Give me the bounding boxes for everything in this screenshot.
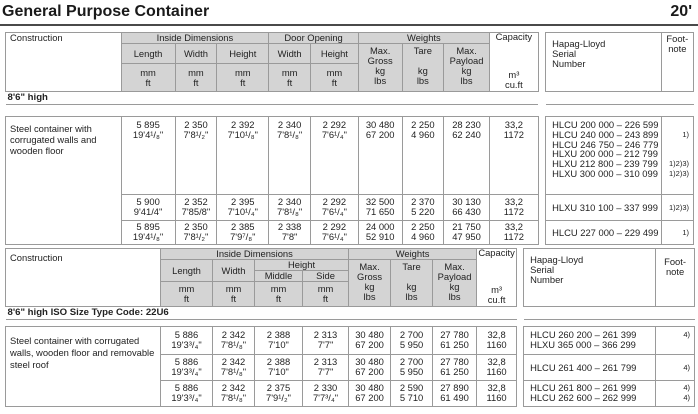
width-header: Width: [175, 44, 217, 64]
row2-tare: 2 370 5 220: [402, 195, 444, 221]
capacity-header: [489, 33, 538, 92]
r2row1-length: 5 886 19'3³/₄": [161, 327, 213, 355]
row3-width: 2 350 7'8¹/₂": [175, 221, 217, 245]
row2-payload: 30 130 66 430: [444, 195, 490, 221]
row2-door-width: 2 340 7'8¹/₈": [269, 195, 311, 221]
tare-header-2: Tare kg lbs: [391, 260, 433, 307]
spec-table-standard: [5, 32, 694, 245]
row3-height: 2 385 7'9⁷/₈": [217, 221, 269, 245]
r2row2-length: 5 886 19'3³/₄": [161, 355, 213, 381]
row2-gross: 32 500 71 650: [358, 195, 402, 221]
door-opening-header: Door Opening: [269, 33, 359, 44]
row1-height: 2 392 7'10¹/₈": [217, 117, 269, 195]
container-size: 20': [670, 3, 692, 20]
row1-door-width: 2 340 7'8¹/₈": [269, 117, 311, 195]
page-title: General Purpose Container: [2, 3, 210, 20]
serial-number-header: Hapag-Lloyd Serial Number: [546, 33, 662, 92]
row1-gross: 30 480 67 200: [358, 117, 402, 195]
weights-header: Weights: [358, 33, 489, 44]
section-label-2: 8'6" high ISO Size Type Code: 22U6: [6, 307, 517, 320]
r2row2-gross: 30 480 67 200: [349, 355, 391, 381]
r2row2-capacity: 32,8 1160: [477, 355, 517, 381]
row1-width: 2 350 7'8¹/₂": [175, 117, 217, 195]
row2-serial: HLXU 310 100 – 337 999: [546, 195, 662, 221]
row3-capacity: 33,2 1172: [489, 221, 538, 245]
r2row3-footnote: 4) 4): [656, 381, 695, 407]
r2row1-width: 2 342 7'8¹/₈": [213, 327, 255, 355]
construction-header-2: Construction: [6, 249, 161, 307]
row1-payload: 28 230 62 240: [444, 117, 490, 195]
r2row1-capacity: 32,8 1160: [477, 327, 517, 355]
row3-gross: 24 000 52 910: [358, 221, 402, 245]
length-units: mm ft: [121, 64, 175, 92]
r2row1-serial: HLCU 260 200 – 261 399 HLXU 365 000 – 366 299: [524, 327, 656, 355]
r2row1-gross: 30 480 67 200: [349, 327, 391, 355]
r2row1-tare: 2 700 5 950: [391, 327, 433, 355]
row1-serial: HLCU 200 000 – 226 599 HLCU 240 000 – 243 899 HLCU 246 750 – 246 779 HLXU 200 000 – 212 799 HLXU 212 800 – 239 799 HLXU 300 000 – 310 099: [546, 117, 662, 195]
capacity-header-2: [477, 249, 517, 307]
row1-length: 5 895 19'4¹/₈": [121, 117, 175, 195]
r2row3-gross: 30 480 67 200: [349, 381, 391, 407]
tare-header: Tare kg lbs: [402, 44, 444, 92]
row2-height: 2 395 7'10¹/₄": [217, 195, 269, 221]
spec-table-removable-roof: [5, 248, 695, 407]
section-label: 8'6" high: [6, 92, 539, 105]
footnote-header-2: Foot- note: [656, 249, 695, 307]
serial-number-header-2: Hapag-Lloyd Serial Number: [524, 249, 656, 307]
r2row2-footnote: 4): [656, 355, 695, 381]
row3-serial: HLCU 227 000 – 229 499: [546, 221, 662, 245]
payload-header: Max. Payload kg lbs: [444, 44, 490, 92]
side-units: mm ft: [303, 282, 349, 307]
r2row2-tare: 2 700 5 950: [391, 355, 433, 381]
row2-door-height: 2 292 7'6¹/₄": [310, 195, 358, 221]
r2row3-middle: 2 375 7'9¹/₂": [255, 381, 303, 407]
r2row3-length: 5 886 19'3³/₄": [161, 381, 213, 407]
height-header: Height: [217, 44, 269, 64]
construction-description: Steel container with corrugated walls and wooden floor: [6, 117, 122, 245]
row2-capacity: 33,2 1172: [489, 195, 538, 221]
gross-header-2: Max. Gross kg lbs: [349, 260, 391, 307]
width-header-2: Width: [213, 260, 255, 282]
row3-footnote: 1): [661, 221, 693, 245]
r2row2-serial: HLCU 261 400 – 261 799: [524, 355, 656, 381]
door-height-header: Height: [310, 44, 358, 64]
payload-header-2: Max. Payload kg lbs: [433, 260, 477, 307]
middle-header: Middle: [255, 271, 303, 282]
row1-capacity: 33,2 1172: [489, 117, 538, 195]
length-units-2: mm ft: [161, 282, 213, 307]
width-units-2: mm ft: [213, 282, 255, 307]
construction-header: Construction: [6, 33, 122, 92]
row1-door-height: 2 292 7'6¹/₄": [310, 117, 358, 195]
r2row3-side: 2 330 7'7³/₄": [303, 381, 349, 407]
row2-length: 5 900 9'41/4": [121, 195, 175, 221]
capacity-units: m³ cu.ft: [505, 69, 523, 90]
row1-footnote: 1) 1)2)3) 1)2)3): [661, 117, 693, 195]
row3-tare: 2 250 4 960: [402, 221, 444, 245]
footnote-header: Foot- note: [661, 33, 693, 92]
row3-door-height: 2 292 7'6¹/₄": [310, 221, 358, 245]
length-header: Length: [121, 44, 175, 64]
r2row3-width: 2 342 7'8¹/₈": [213, 381, 255, 407]
r2row3-capacity: 32,8 1160: [477, 381, 517, 407]
side-header: Side: [303, 271, 349, 282]
r2row2-width: 2 342 7'8¹/₈": [213, 355, 255, 381]
r2row1-footnote: 4): [656, 327, 695, 355]
title-rule: [0, 24, 698, 26]
middle-units: mm ft: [255, 282, 303, 307]
door-width-units: mm ft: [269, 64, 311, 92]
row2-footnote: 1)2)3): [661, 195, 693, 221]
row3-door-width: 2 338 7'8": [269, 221, 311, 245]
r2row1-payload: 27 780 61 250: [433, 327, 477, 355]
r2row3-payload: 27 890 61 490: [433, 381, 477, 407]
row3-payload: 21 750 47 950: [444, 221, 490, 245]
row3-length: 5 895 19'4¹/₈": [121, 221, 175, 245]
height-units: mm ft: [217, 64, 269, 92]
construction-description-2: Steel container with corrugated walls, wooden floor and removable steel roof: [6, 327, 161, 407]
inside-dimensions-header: Inside Dimensions: [121, 33, 269, 44]
width-units: mm ft: [175, 64, 217, 92]
r2row1-side: 2 313 7'7": [303, 327, 349, 355]
r2row2-payload: 27 780 61 250: [433, 355, 477, 381]
door-height-units: mm ft: [310, 64, 358, 92]
length-header-2: Length: [161, 260, 213, 282]
r2row3-tare: 2 590 5 710: [391, 381, 433, 407]
height-header-2: Height: [255, 260, 349, 271]
r2row3-serial: HLCU 261 800 – 261 999 HLCU 262 600 – 262 999: [524, 381, 656, 407]
capacity-title-2: Capacity: [478, 248, 515, 258]
capacity-title: Capacity: [495, 32, 533, 42]
row1-tare: 2 250 4 960: [402, 117, 444, 195]
gross-header: Max. Gross kg lbs: [358, 44, 402, 92]
r2row2-side: 2 313 7'7": [303, 355, 349, 381]
r2row1-middle: 2 388 7'10": [255, 327, 303, 355]
door-width-header: Width: [269, 44, 311, 64]
inside-dimensions-header-2: Inside Dimensions: [161, 249, 349, 260]
row2-width: 2 352 7'85/8": [175, 195, 217, 221]
capacity-units-2: m³ cu.ft: [487, 284, 506, 305]
r2row2-middle: 2 388 7'10": [255, 355, 303, 381]
weights-header-2: Weights: [349, 249, 477, 260]
